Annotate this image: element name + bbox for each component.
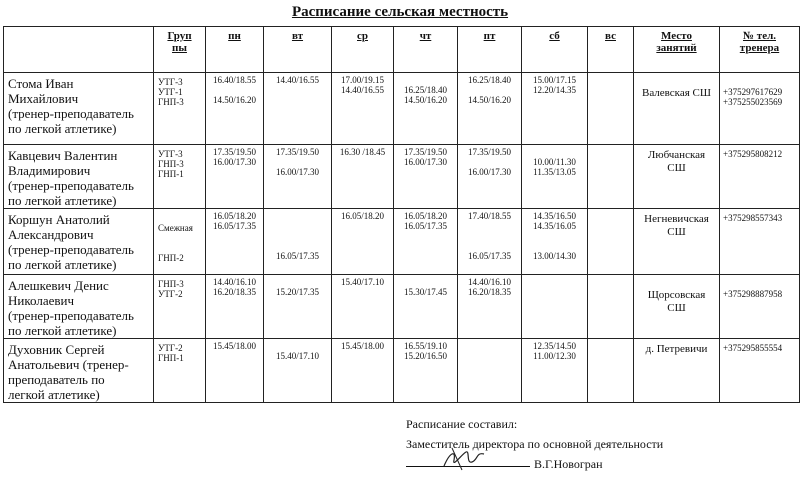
cell-fri (458, 209, 522, 275)
cell-line: Владимирович (8, 163, 91, 178)
cell-wed (332, 209, 394, 275)
cell-line: ГНП-2 (158, 253, 184, 263)
cell-line (264, 241, 331, 251)
cell-line (634, 279, 719, 289)
cell-line: Анатольевич (тренер- (8, 357, 129, 372)
cell-line: Кавцевич Валентин (8, 148, 118, 163)
cell-line: 17.00/19.15 (340, 75, 384, 85)
cell-tue (264, 209, 332, 275)
cell-line: +375255023569 (723, 97, 783, 107)
cell-line: 15.40/17.10 (340, 277, 384, 287)
table-row (4, 275, 800, 339)
cell-line: +375295855554 (723, 343, 783, 353)
cell-groups (154, 275, 206, 339)
cell-line: УТГ-3 (158, 149, 183, 159)
cell-sat (522, 145, 588, 209)
cell-line (264, 231, 331, 241)
cell-line: (тренер-преподаватель (8, 178, 134, 193)
cell-line: 16.00/17.30 (467, 167, 511, 177)
cell-line (394, 277, 457, 287)
cell-line: по легкой атлетике) (8, 121, 117, 136)
cell-line: +375298557343 (723, 213, 783, 223)
cell-thu (394, 339, 458, 403)
cell-line: ГНП-3 (158, 159, 184, 169)
cell-line: +375297617629 (723, 87, 783, 97)
cell-line: УТГ-1 (158, 87, 183, 97)
cell-line: Любчанская (647, 149, 706, 161)
cell-line: 10.00/11.30 (533, 157, 576, 167)
cell-line: Негневичская (644, 213, 709, 225)
cell-line: СШ (667, 162, 686, 174)
signer-name: В.Г.Новогран (534, 457, 603, 471)
cell-line: 16.25/18.40 (403, 85, 447, 95)
cell-line: 16.00/17.30 (212, 157, 256, 167)
cell-line: 17.35/19.50 (403, 147, 447, 157)
cell-line (458, 221, 521, 231)
header-row (4, 27, 800, 73)
cell-fri (458, 339, 522, 403)
cell-place (634, 209, 720, 275)
cell-line: Смежная (158, 223, 193, 233)
cell-line (458, 157, 521, 167)
cell-line: +375298887958 (723, 289, 783, 299)
cell-line (723, 279, 799, 289)
cell-wed (332, 275, 394, 339)
cell-line: (тренер-преподаватель (8, 308, 134, 323)
cell-line (394, 75, 457, 85)
cell-line: 14.50/16.20 (467, 95, 511, 105)
cell-thu (394, 275, 458, 339)
cell-line: 16.20/18.35 (467, 287, 511, 297)
cell-line: ГНП-1 (158, 353, 184, 363)
cell-line: 16.30 /18.45 (339, 147, 386, 157)
cell-line: Александрович (8, 227, 94, 242)
cell-thu (394, 145, 458, 209)
cell-line: (тренер-преподаватель (8, 242, 134, 257)
cell-line: 15.20/16.50 (403, 351, 447, 361)
cell-line: 14.35/16.50 (532, 211, 576, 221)
cell-line: 11.35/13.05 (533, 167, 576, 177)
cell-phone (720, 275, 800, 339)
cell-line: 14.40/16.10 (212, 277, 256, 287)
cell-sun (588, 209, 634, 275)
cell-mon (206, 73, 264, 145)
header-line: № тел. (742, 30, 776, 42)
cell-line: 15.30/17.45 (403, 287, 447, 297)
cell-sat (522, 209, 588, 275)
cell-line: +375295808212 (723, 149, 783, 159)
cell-line (158, 233, 205, 243)
cell-mon (206, 275, 264, 339)
cell-wed (332, 145, 394, 209)
cell-line: 15.45/18.00 (340, 341, 384, 351)
cell-line: 16.00/17.30 (403, 157, 447, 167)
cell-line: Коршун Анатолий (8, 212, 110, 227)
cell-line: 15.00/17.15 (532, 75, 576, 85)
cell-line: 14.35/16.05 (532, 221, 576, 231)
cell-line: 14.40/16.10 (467, 277, 511, 287)
cell-mon (206, 145, 264, 209)
cell-line: по легкой атлетике) (8, 193, 117, 208)
header-line: тренера (739, 42, 780, 54)
cell-line: 16.05/18.20 (403, 211, 447, 221)
cell-line: УТГ-3 (158, 77, 183, 87)
cell-line (634, 77, 719, 87)
cell-sat (522, 73, 588, 145)
cell-line: 16.05/17.35 (403, 221, 447, 231)
cell-line: Стома Иван (8, 76, 74, 91)
cell-line: д. Петревичи (645, 343, 708, 355)
cell-line: 16.25/18.40 (467, 75, 511, 85)
cell-line (458, 241, 521, 251)
header-line: Место (661, 30, 692, 42)
col-mon: пн (206, 27, 264, 73)
cell-line: 17.35/19.50 (212, 147, 256, 157)
cell-fri (458, 73, 522, 145)
cell-line: Николаевич (8, 293, 74, 308)
col-fri: пт (458, 27, 522, 73)
cell-line: 16.05/17.35 (212, 221, 256, 231)
cell-line: 11.00/12.30 (533, 351, 576, 361)
cell-line: 12.20/14.35 (532, 85, 576, 95)
cell-line: Михайлович (8, 91, 79, 106)
cell-line (522, 241, 587, 251)
cell-mon (206, 209, 264, 275)
cell-line (458, 231, 521, 241)
cell-line (522, 147, 587, 157)
cell-groups (154, 73, 206, 145)
cell-fri (458, 145, 522, 209)
cell-line: 16.40/18.55 (212, 75, 256, 85)
position-label: Заместитель директора по основной деятельности (406, 437, 664, 451)
cell-line: Валевская СШ (641, 87, 711, 99)
cell-line: ГНП-1 (158, 169, 184, 179)
cell-mon (206, 339, 264, 403)
cell-sat (522, 275, 588, 339)
compiled-by-label: Расписание составил: (406, 417, 518, 431)
cell-phone (720, 339, 800, 403)
cell-line: 17.40/18.55 (467, 211, 511, 221)
cell-line: Щорсовская (647, 289, 706, 301)
cell-line: 14.40/16.55 (340, 85, 384, 95)
cell-groups (154, 145, 206, 209)
cell-sat (522, 339, 588, 403)
cell-line: 16.20/18.35 (212, 287, 256, 297)
cell-line (206, 85, 263, 95)
cell-place (634, 73, 720, 145)
cell-tue (264, 339, 332, 403)
table-row (4, 339, 800, 403)
cell-line: 15.20/17.35 (275, 287, 319, 297)
cell-phone (720, 209, 800, 275)
cell-line (723, 77, 799, 87)
table-row (4, 209, 800, 275)
cell-line: 14.50/16.20 (212, 95, 256, 105)
cell-line (158, 243, 205, 253)
col-place (634, 27, 720, 73)
cell-line (264, 221, 331, 231)
col-wed: ср (332, 27, 394, 73)
cell-tue (264, 275, 332, 339)
cell-line: 17.35/19.50 (275, 147, 319, 157)
cell-line (264, 277, 331, 287)
cell-line: 16.00/17.30 (275, 167, 319, 177)
cell-line: 16.05/18.20 (340, 211, 384, 221)
cell-name (4, 73, 154, 145)
cell-line: 16.05/18.20 (212, 211, 256, 221)
cell-groups (154, 339, 206, 403)
cell-line (158, 213, 205, 223)
cell-line: 14.40/16.55 (275, 75, 319, 85)
cell-line (458, 85, 521, 95)
cell-line: 15.45/18.00 (212, 341, 256, 351)
signature-scribble (440, 446, 490, 472)
cell-fri (458, 275, 522, 339)
col-thu: чт (394, 27, 458, 73)
cell-line: преподаватель по (8, 372, 105, 387)
header-line: занятий (656, 42, 697, 54)
cell-line: СШ (667, 226, 686, 238)
cell-wed (332, 339, 394, 403)
cell-place (634, 339, 720, 403)
cell-line (522, 231, 587, 241)
table-row (4, 73, 800, 145)
cell-line: 15.40/17.10 (275, 351, 319, 361)
col-tue: вт (264, 27, 332, 73)
cell-name (4, 209, 154, 275)
cell-line: Духовник Сергей (8, 342, 105, 357)
cell-line: 14.50/16.20 (403, 95, 447, 105)
cell-line: УТГ-2 (158, 289, 183, 299)
cell-line: 16.05/17.35 (275, 251, 319, 261)
cell-line: ГНП-3 (158, 97, 184, 107)
cell-sun (588, 145, 634, 209)
cell-line: по легкой атлетике) (8, 323, 117, 338)
cell-groups (154, 209, 206, 275)
header-line: пы (172, 42, 187, 54)
cell-line: 12.35/14.50 (532, 341, 576, 351)
cell-wed (332, 73, 394, 145)
page-title: Расписание сельская местность (291, 4, 509, 20)
header-line: Груп (167, 30, 192, 42)
cell-sun (588, 73, 634, 145)
cell-line: легкой атлетике) (8, 387, 100, 402)
cell-phone (720, 73, 800, 145)
cell-line: 17.35/19.50 (467, 147, 511, 157)
cell-line: Алешкевич Денис (8, 278, 109, 293)
cell-tue (264, 73, 332, 145)
cell-line: (тренер-преподаватель (8, 106, 134, 121)
col-groups (154, 27, 206, 73)
cell-place (634, 275, 720, 339)
cell-sun (588, 275, 634, 339)
cell-phone (720, 145, 800, 209)
cell-place (634, 145, 720, 209)
cell-name (4, 339, 154, 403)
cell-line: по легкой атлетике) (8, 257, 117, 272)
cell-line: 16.05/17.35 (467, 251, 511, 261)
col-phone (720, 27, 800, 73)
cell-line: СШ (667, 302, 686, 314)
cell-thu (394, 209, 458, 275)
col-sat: сб (522, 27, 588, 73)
cell-line: 13.00/14.30 (532, 251, 576, 261)
col-sun: вс (588, 27, 634, 73)
cell-thu (394, 73, 458, 145)
cell-line: УТГ-2 (158, 343, 183, 353)
cell-line (264, 157, 331, 167)
cell-line (264, 211, 331, 221)
col-name (4, 27, 154, 73)
cell-line: 16.55/19.10 (403, 341, 447, 351)
cell-name (4, 145, 154, 209)
cell-line (264, 341, 331, 351)
table-row (4, 145, 800, 209)
cell-name (4, 275, 154, 339)
schedule-table (3, 26, 800, 403)
cell-line: ГНП-3 (158, 279, 184, 289)
cell-tue (264, 145, 332, 209)
cell-sun (588, 339, 634, 403)
